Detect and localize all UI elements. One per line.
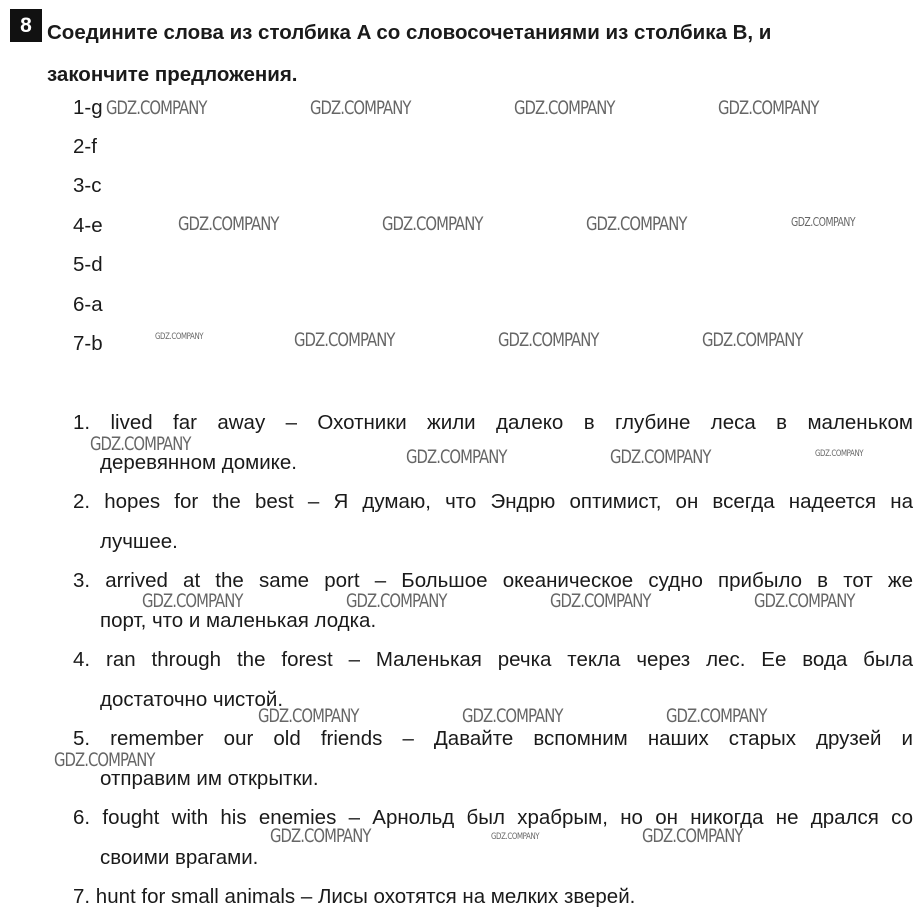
watermark: GDZ.COMPANY (54, 749, 155, 771)
sentence-line: 7. hunt for small animals – Лисы охотятся на мелких зверей. (73, 885, 636, 908)
watermark: GDZ.COMPANY (514, 97, 615, 119)
sentence-continuation: порт, что и маленькая лодка. (100, 608, 377, 632)
watermark: GDZ.COMPANY (586, 213, 687, 235)
exercise-number-badge: 8 (10, 9, 42, 42)
watermark: GDZ.COMPANY (498, 329, 599, 351)
match-item: 5-d (73, 253, 103, 276)
match-item: 7-b (73, 332, 103, 355)
exercise-title-line2: закончите предложения. (47, 63, 298, 86)
watermark: GDZ.COMPANY (406, 446, 507, 468)
match-item: 3-c (73, 174, 102, 197)
watermark: GDZ.COMPANY (550, 590, 651, 612)
watermark: GDZ.COMPANY (718, 97, 819, 119)
watermark: GDZ.COMPANY (90, 433, 191, 455)
exercise-title (47, 12, 913, 96)
sentence-continuation: отправим им открытки. (100, 766, 319, 790)
watermark: GDZ.COMPANY (666, 705, 767, 727)
watermark: GDZ.COMPANY (702, 329, 803, 351)
sentence-item (73, 403, 913, 482)
sentence-continuation: деревянном домике. (100, 450, 297, 474)
sentence-line: 3. arrived at the same port – Большое океаническое судно прибыло в тот же (73, 569, 913, 592)
sentence-item (73, 482, 913, 561)
watermark: GDZ.COMPANY (754, 590, 855, 612)
sentence-item (73, 719, 913, 798)
watermark: GDZ.COMPANY (294, 329, 395, 351)
sentence-line: 6. fought with his enemies – Арнольд был храбрым, но он никогда не дрался со (73, 806, 913, 829)
watermark: GDZ.COMPANY (142, 590, 243, 612)
watermark: GDZ.COMPANY (791, 215, 855, 229)
sentence-continuation: своими врагами. (100, 845, 259, 869)
watermark: GDZ.COMPANY (382, 213, 483, 235)
watermark: GDZ.COMPANY (155, 332, 204, 342)
sentence-continuation: достаточно чистой. (100, 687, 284, 711)
sentence-line: 2. hopes for the best – Я думаю, что Эндрю оптимист, он всегда надеется на (73, 490, 913, 513)
match-item: 1-g (73, 96, 103, 119)
watermark: GDZ.COMPANY (346, 590, 447, 612)
watermark: GDZ.COMPANY (258, 705, 359, 727)
watermark: GDZ.COMPANY (310, 97, 411, 119)
match-item: 2-f (73, 135, 97, 158)
watermark: GDZ.COMPANY (270, 825, 371, 847)
match-item: 6-a (73, 293, 103, 316)
watermark: GDZ.COMPANY (462, 705, 563, 727)
watermark: GDZ.COMPANY (815, 449, 864, 459)
sentence-line: 1. lived far away – Охотники жили далеко в глубине леса в маленьком (73, 411, 913, 434)
watermark: GDZ.COMPANY (642, 825, 743, 847)
sentence-continuation: лучшее. (100, 529, 178, 553)
watermark: GDZ.COMPANY (106, 97, 207, 119)
watermark: GDZ.COMPANY (491, 832, 540, 842)
watermark: GDZ.COMPANY (610, 446, 711, 468)
watermark: GDZ.COMPANY (178, 213, 279, 235)
sentence-item (73, 877, 913, 917)
match-item: 4-e (73, 214, 103, 237)
sentence-line: 5. remember our old friends – Давайте вспомним наших старых друзей и (73, 727, 913, 750)
exercise-title-line1: Соедините слова из столбика A со словосочетаниями из столбика B, и (47, 21, 772, 44)
sentence-line: 4. ran through the forest – Маленькая речка текла через лес. Ее вода была (73, 648, 913, 671)
